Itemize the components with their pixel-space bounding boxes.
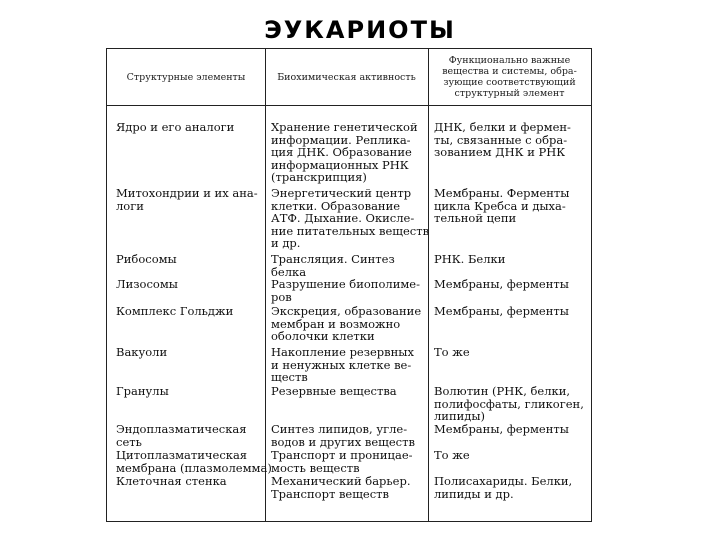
row-6-activity: Накопление резервных и ненужных клетке ве- ществ <box>271 345 414 385</box>
row-9-activity: Транспорт и проницае- мость веществ <box>271 448 413 475</box>
row-5-substances: Мембраны, ферменты <box>434 304 569 318</box>
row-4-activity: Разрушение биополиме- ров <box>271 277 420 304</box>
row-7-substances: Волютин (РНК, белки, полифосфаты, гликоген, липиды) <box>434 384 584 424</box>
row-8-substances: Мембраны, ферменты <box>434 422 569 436</box>
row-1-substances: ДНК, белки и фермен- ты, связанные с обра- зованием ДНК и РНК <box>434 120 571 160</box>
row-2-element: Митохондрии и их ана- логи <box>116 186 258 213</box>
row-1-element: Ядро и его аналоги <box>116 120 235 134</box>
row-9-element: Цитоплазматическая мембрана (плазмолемма) <box>116 448 272 475</box>
row-10-substances: Полисахариды. Белки, липиды и др. <box>434 474 573 501</box>
header-divider <box>107 105 591 106</box>
row-1-activity: Хранение генетической информации. Реплика- ция ДНК. Образование информационных РНК (транскрипция) <box>271 120 418 185</box>
row-3-substances: РНК. Белки <box>434 252 506 266</box>
row-9-substances: То же <box>434 448 470 462</box>
row-4-element: Лизосомы <box>116 277 178 291</box>
row-10-element: Клеточная стенка <box>116 474 227 488</box>
row-8-element: Эндоплазматическая сеть <box>116 422 247 449</box>
column-divider-2 <box>428 49 429 521</box>
row-7-activity: Резервные вещества <box>271 384 397 398</box>
row-2-activity: Энергетический центр клетки. Образование АТФ. Дыхание. Окисле- ние питательных веществ и др. <box>271 186 430 251</box>
row-5-activity: Экскреция, образование мембран и возможно оболочки клетки <box>271 304 422 344</box>
row-4-substances: Мембраны, ферменты <box>434 277 569 291</box>
row-7-element: Гранулы <box>116 384 169 398</box>
row-2-substances: Мембраны. Ферменты цикла Кребса и дыха- тельной цепи <box>434 186 570 226</box>
header-biochemical-activity: Биохимическая активность <box>277 72 416 83</box>
eukaryote-table <box>106 48 592 522</box>
row-3-element: Рибосомы <box>116 252 177 266</box>
row-6-substances: То же <box>434 345 470 359</box>
header-functional-substances: Функционально важные вещества и системы, обра- зующие соответствующий структурный элемент <box>442 55 577 99</box>
row-8-activity: Синтез липидов, угле- водов и других веществ <box>271 422 415 449</box>
header-structural-elements: Структурные элементы <box>126 72 246 83</box>
row-6-element: Вакуоли <box>116 345 168 359</box>
row-10-activity: Механический барьер. Транспорт веществ <box>271 474 411 501</box>
page-title: ЭУКАРИОТЫ <box>264 16 456 44</box>
row-5-element: Комплекс Гольджи <box>116 304 234 318</box>
row-3-activity: Трансляция. Синтез белка <box>271 252 395 279</box>
